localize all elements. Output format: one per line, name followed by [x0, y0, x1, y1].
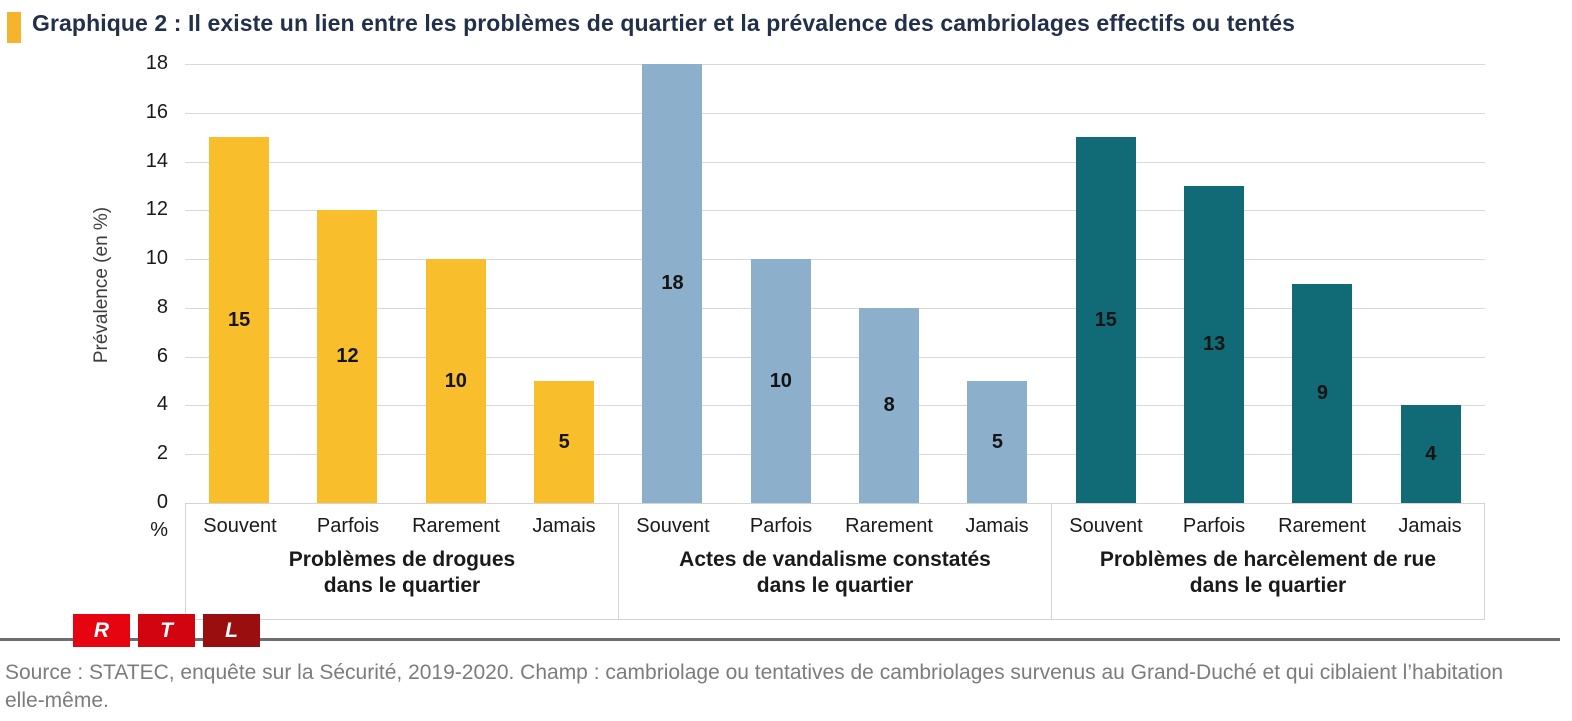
- chart-header: [7, 10, 1295, 43]
- category-labels-row: [1052, 515, 1484, 538]
- bar: [1401, 405, 1461, 503]
- category-label: Parfois: [1182, 515, 1246, 537]
- bar-value-label: 5: [558, 430, 570, 453]
- bar-value-label: 13: [1203, 332, 1226, 355]
- bar-slot: [1160, 64, 1268, 503]
- y-tick-label: 4: [156, 393, 168, 416]
- bar: [317, 210, 377, 503]
- bar-group: [618, 64, 1051, 503]
- bar-group: [1052, 64, 1485, 503]
- bar: [642, 64, 702, 503]
- y-tick-label: 0: [156, 491, 168, 513]
- bar-slot: [618, 64, 726, 503]
- category-label: Jamais: [532, 515, 596, 537]
- bar: [751, 259, 811, 503]
- bar-group: [185, 64, 618, 503]
- bar: [859, 308, 919, 503]
- bar: [209, 137, 269, 503]
- bar-value-label: 5: [991, 430, 1004, 453]
- y-tick-label: 6: [156, 344, 168, 367]
- category-label: Rarement: [845, 515, 933, 537]
- y-tick-label: 2: [156, 442, 168, 465]
- category-labels-row: [619, 515, 1051, 538]
- bar-value-label: 10: [444, 369, 467, 392]
- rtl-logo-letter: L: [225, 619, 238, 642]
- category-group-cell: [186, 504, 618, 619]
- plot-area: [185, 64, 1485, 503]
- category-label: Parfois: [316, 515, 380, 537]
- rtl-logo-block: [138, 614, 195, 647]
- category-label: Parfois: [749, 515, 813, 537]
- category-axis-box: [185, 503, 1485, 620]
- bar-slot: [943, 64, 1051, 503]
- bar-slot: [1377, 64, 1485, 503]
- group-caption: Problèmes de drogues dans le quartier: [288, 548, 516, 598]
- bar: [426, 259, 486, 503]
- y-tick-label: 8: [156, 295, 168, 318]
- bar-slot: [1268, 64, 1376, 503]
- source-note: Source : STATEC, enquête sur la Sécurité, 2019-2020. Champ : cambriolage ou tentatives de cambriolages survenus au Grand-Duché et qui ciblaient l’habitation elle-même.: [5, 661, 1504, 712]
- category-label: Rarement: [412, 515, 500, 537]
- y-axis-unit-label: %: [150, 519, 168, 541]
- bar-series-container: [185, 64, 1485, 503]
- y-tick-label: 16: [145, 100, 168, 123]
- bar-value-label: 12: [336, 345, 359, 368]
- category-label: Souvent: [636, 515, 710, 537]
- bar-slot: [1052, 64, 1160, 503]
- rtl-logo: [73, 614, 268, 647]
- category-label: Jamais: [1398, 515, 1462, 537]
- bar: [1292, 284, 1352, 504]
- bar-value-label: 18: [661, 272, 684, 294]
- category-label: Souvent: [1069, 515, 1143, 537]
- bar-value-label: 8: [883, 393, 895, 416]
- category-labels-row: [186, 515, 618, 538]
- bar-value-label: 4: [1425, 442, 1437, 465]
- bar: [534, 381, 594, 503]
- bar-slot: [835, 64, 943, 503]
- y-tick-label: 14: [145, 149, 168, 172]
- y-tick-label: 10: [145, 247, 168, 270]
- y-tick-label: 12: [145, 198, 168, 221]
- category-label: Souvent: [203, 515, 277, 537]
- bar-value-label: 15: [228, 308, 251, 331]
- bar: [967, 381, 1027, 503]
- bar: [1184, 186, 1244, 503]
- category-label: Rarement: [1278, 515, 1366, 537]
- rtl-logo-block: [203, 614, 260, 647]
- group-caption: Problèmes de harcèlement de rue dans le quartier: [1099, 548, 1437, 598]
- bar-value-label: 15: [1094, 308, 1117, 331]
- bar-slot: [402, 64, 510, 503]
- rtl-logo-block: [73, 614, 130, 647]
- title-accent-marker: [7, 12, 21, 43]
- bar-slot: [185, 64, 293, 503]
- rtl-logo-letter: T: [160, 619, 173, 642]
- category-label: Jamais: [965, 515, 1029, 537]
- bar-slot: [510, 64, 618, 503]
- bar-value-label: 9: [1316, 381, 1329, 404]
- rtl-logo-letter: R: [93, 619, 110, 642]
- group-caption: Actes de vandalisme constatés dans le quartier: [679, 548, 991, 598]
- bar-slot: [727, 64, 835, 503]
- bar-slot: [293, 64, 401, 503]
- bar-value-label: 10: [769, 369, 792, 392]
- bar: [1076, 137, 1136, 503]
- category-group-cell: [1051, 504, 1484, 619]
- category-group-cell: [618, 504, 1051, 619]
- y-axis-title: Prévalence (en %): [91, 206, 112, 364]
- chart-title: Graphique 2 : Il existe un lien entre les problèmes de quartier et la prévalence des cambriolages effectifs ou tentés: [32, 10, 1296, 36]
- y-tick-label: 18: [145, 52, 168, 74]
